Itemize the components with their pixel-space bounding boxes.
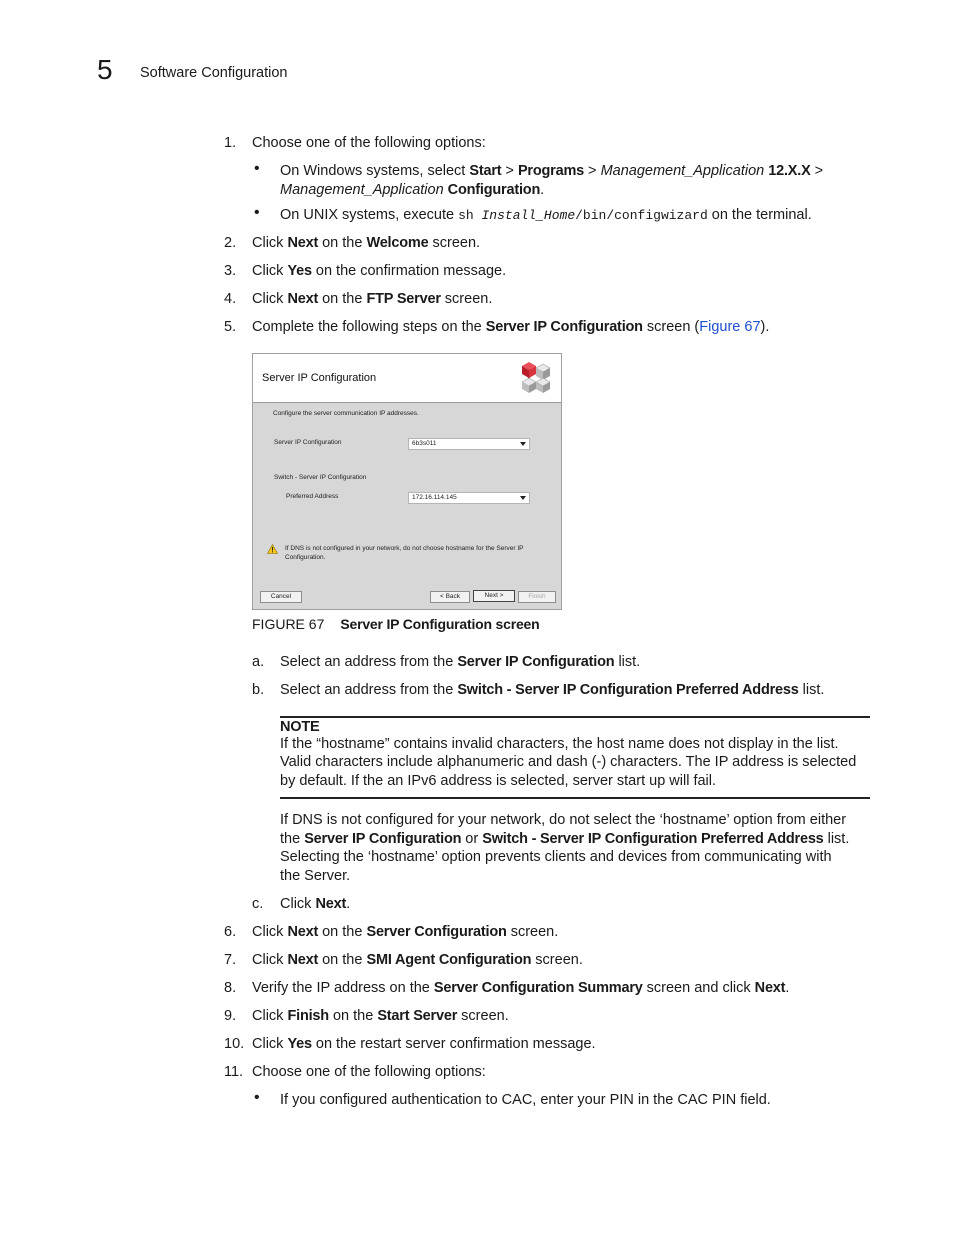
dialog-header	[253, 354, 561, 403]
note-line-1: If the “hostname” contains invalid characters, the host name does not display in the list.	[280, 736, 839, 752]
cancel-button[interactable]: Cancel	[260, 591, 302, 603]
figure-caption	[252, 616, 540, 632]
figure-label: FIGURE 67	[252, 616, 325, 632]
bullet: •	[254, 204, 260, 221]
chevron-down-icon	[520, 496, 526, 500]
step-11-option-cac: If you configured authentication to CAC, enter your PIN in the CAC PIN field.	[280, 1092, 771, 1108]
figure-title: Server IP Configuration screen	[340, 616, 540, 632]
server-ip-label: Server IP Configuration	[274, 439, 342, 446]
figure-67-link[interactable]: Figure 67	[699, 319, 761, 335]
next-button[interactable]: Next >	[473, 590, 515, 602]
network-cubes-icon	[519, 360, 553, 394]
dns-line-4: the Server.	[280, 868, 351, 884]
step-1-option-unix: On UNIX systems, execute sh Install_Home/bin/configwizard on the terminal.	[280, 207, 812, 223]
preferred-address-dropdown[interactable]: 172.16.114.145	[408, 492, 530, 504]
warning-text-line-1: If DNS is not configured in your network, do not choose hostname for the Server IP	[285, 545, 524, 552]
step-1-option-windows: On Windows systems, select Start > Programs > Management_Application 12.X.X >	[280, 163, 824, 179]
chapter-number: 5	[97, 54, 113, 85]
server-ip-dropdown[interactable]: 6b3s011	[408, 438, 530, 450]
chevron-down-icon	[520, 442, 526, 446]
dialog-instruction: Configure the server communication IP addresses.	[273, 410, 419, 417]
switch-server-ip-label: Switch - Server IP Configuration	[274, 474, 367, 481]
note-line-3: by default. If the an IPv6 address is selected, server start up will fail.	[280, 773, 717, 789]
bullet: •	[254, 160, 260, 177]
preferred-address-label: Preferred Address	[286, 493, 339, 500]
back-button[interactable]: < Back	[430, 591, 470, 603]
warning-icon	[267, 544, 278, 554]
note-label: NOTE	[280, 719, 320, 735]
bullet: •	[254, 1089, 260, 1106]
dialog-title: Server IP Configuration	[262, 372, 377, 384]
step-1-option-windows-cont: Management_Application Configuration.	[280, 182, 545, 198]
note-top-rule	[280, 716, 870, 718]
dns-line-2: the Server IP Configuration or Switch - Server IP Configuration Preferred Address list.	[280, 831, 850, 847]
note-line-2: Valid characters include alphanumeric and dash (-) characters. The IP address is selected	[280, 754, 857, 770]
dns-line-1: If DNS is not configured for your network, do not select the ‘hostname’ option from either	[280, 812, 847, 828]
note-bottom-rule	[280, 797, 870, 799]
chapter-title: Software Configuration	[140, 65, 288, 81]
dns-line-3: Selecting the ‘hostname’ option prevents clients and devices from communicating with	[280, 849, 832, 865]
finish-button[interactable]: Finish	[518, 591, 556, 603]
warning-text-line-2: Configuration.	[285, 554, 326, 561]
server-ip-configuration-dialog	[252, 353, 562, 610]
